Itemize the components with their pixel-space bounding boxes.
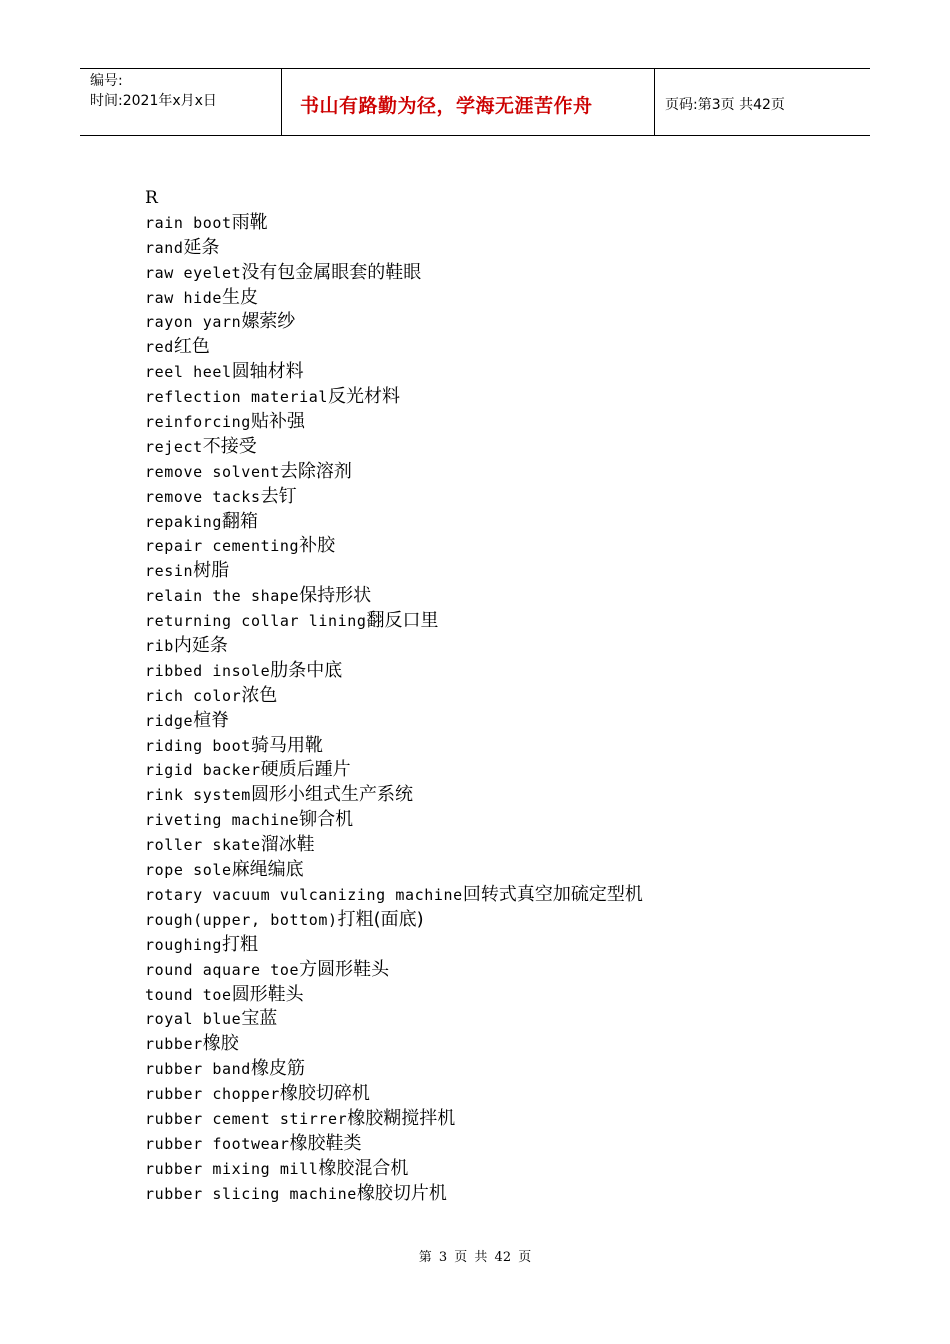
- entry-english-term: repair cementing: [145, 537, 300, 556]
- entry-chinese-term: 硬质后踵片: [260, 759, 351, 781]
- entry-english-term: rough(upper, bottom): [145, 910, 338, 929]
- entry-chinese-term: 没有包金属眼套的鞋眼: [241, 261, 422, 283]
- glossary-entry: [145, 385, 865, 410]
- entry-english-term: roughing: [145, 935, 223, 954]
- glossary-entry: [145, 1032, 865, 1057]
- entry-chinese-term: 不接受: [202, 435, 257, 457]
- glossary-content: [145, 186, 865, 1207]
- entry-english-term: remove solvent: [145, 462, 280, 481]
- glossary-entry: [145, 211, 865, 236]
- entry-chinese-term: 圆形鞋头: [231, 983, 304, 1005]
- glossary-entry: [145, 286, 865, 311]
- glossary-entry: [145, 510, 865, 535]
- entry-english-term: rigid backer: [145, 761, 261, 780]
- header-motto: 书山有路勤为径，学海无涯苦作舟: [300, 95, 593, 117]
- entry-english-term: rope sole: [145, 861, 232, 880]
- glossary-entry: [145, 1082, 865, 1107]
- glossary-entry: [145, 709, 865, 734]
- entry-english-term: rayon yarn: [145, 313, 242, 332]
- entry-english-term: reject: [145, 437, 203, 456]
- glossary-entry: [145, 634, 865, 659]
- glossary-entry: [145, 758, 865, 783]
- entry-english-term: ridge: [145, 711, 194, 730]
- entry-chinese-term: 楦脊: [193, 709, 230, 731]
- entry-english-term: reflection material: [145, 388, 328, 407]
- entry-english-term: rubber: [145, 1035, 203, 1054]
- entry-chinese-term: 补胶: [299, 535, 336, 557]
- entry-english-term: rubber chopper: [145, 1085, 280, 1104]
- entry-english-term: rotary vacuum vulcanizing machine: [145, 885, 463, 904]
- glossary-entry: [145, 908, 865, 933]
- header-page-info: 页码:第3页 共42页: [665, 97, 785, 113]
- entry-chinese-term: 保持形状: [299, 585, 372, 607]
- glossary-entry: [145, 460, 865, 485]
- document-time-label: 时间:2021年x月x日: [90, 93, 217, 109]
- entry-english-term: rain boot: [145, 213, 232, 232]
- entry-english-term: round aquare toe: [145, 960, 300, 979]
- entry-english-term: royal blue: [145, 1010, 242, 1029]
- glossary-entry: [145, 534, 865, 559]
- entry-english-term: rubber footwear: [145, 1134, 290, 1153]
- entry-chinese-term: 翻箱: [222, 510, 259, 532]
- glossary-entry: [145, 1157, 865, 1182]
- entry-english-term: red: [145, 338, 174, 357]
- entry-english-term: returning collar lining: [145, 612, 367, 631]
- glossary-entry: [145, 360, 865, 385]
- entry-english-term: rand: [145, 238, 184, 257]
- entry-english-term: rubber mixing mill: [145, 1159, 319, 1178]
- entry-chinese-term: 橡胶鞋类: [289, 1132, 362, 1154]
- entry-chinese-term: 铆合机: [299, 809, 354, 831]
- entry-chinese-term: 溜冰鞋: [260, 834, 315, 856]
- glossary-entry: [145, 261, 865, 286]
- entry-chinese-term: 橡胶: [202, 1033, 239, 1055]
- entry-english-term: resin: [145, 562, 194, 581]
- entry-english-term: repaking: [145, 512, 223, 531]
- entry-chinese-term: 延条: [183, 236, 220, 258]
- entry-english-term: riding boot: [145, 736, 251, 755]
- entry-english-term: rink system: [145, 786, 251, 805]
- section-letter: R: [145, 188, 158, 208]
- entry-english-term: rib: [145, 637, 174, 656]
- document-number-label: 编号:: [90, 73, 123, 89]
- entry-english-term: rubber band: [145, 1060, 251, 1079]
- entry-chinese-term: 去钉: [260, 485, 297, 507]
- entry-english-term: riveting machine: [145, 811, 300, 830]
- glossary-entry: [145, 983, 865, 1008]
- glossary-entry: [145, 310, 865, 335]
- entry-english-term: rubber slicing machine: [145, 1184, 357, 1203]
- entry-chinese-term: 嫘萦纱: [241, 311, 296, 333]
- glossary-entry: [145, 783, 865, 808]
- entry-chinese-term: 肋条中底: [270, 659, 343, 681]
- glossary-entry: [145, 734, 865, 759]
- entry-english-term: relain the shape: [145, 587, 300, 606]
- entry-english-term: rubber cement stirrer: [145, 1109, 348, 1128]
- glossary-entry: [145, 883, 865, 908]
- header-meta-cell: [80, 69, 282, 135]
- entry-chinese-term: 橡胶混合机: [318, 1157, 409, 1179]
- header-page-cell: [655, 69, 870, 135]
- entry-chinese-term: 翻反口里: [366, 610, 439, 632]
- entry-chinese-term: 生皮: [222, 286, 259, 308]
- entry-chinese-term: 贴补强: [250, 411, 305, 433]
- entry-english-term: reel heel: [145, 363, 232, 382]
- entry-chinese-term: 浓色: [241, 684, 278, 706]
- entry-chinese-term: 去除溶剂: [279, 460, 352, 482]
- entry-chinese-term: 橡胶切碎机: [279, 1083, 370, 1105]
- entry-chinese-term: 圆轴材料: [231, 361, 304, 383]
- entry-chinese-term: 橡胶糊搅拌机: [347, 1107, 456, 1129]
- entry-chinese-term: 打粗(面底): [337, 908, 424, 930]
- entry-chinese-term: 麻绳编底: [231, 859, 304, 881]
- entry-english-term: raw eyelet: [145, 263, 242, 282]
- page-footer: 第 3 页 共 42 页: [418, 1250, 532, 1265]
- glossary-entry: [145, 659, 865, 684]
- glossary-entry: [145, 933, 865, 958]
- entry-english-term: rich color: [145, 686, 242, 705]
- glossary-entry: [145, 410, 865, 435]
- entry-english-term: tound toe: [145, 985, 232, 1004]
- entry-chinese-term: 打粗: [222, 933, 259, 955]
- entry-chinese-term: 方圆形鞋头: [299, 958, 390, 980]
- glossary-entry: [145, 1107, 865, 1132]
- glossary-entry: [145, 335, 865, 360]
- glossary-entry: [145, 584, 865, 609]
- glossary-entry: [145, 435, 865, 460]
- entry-english-term: raw hide: [145, 288, 223, 307]
- glossary-entry: [145, 1132, 865, 1157]
- glossary-entry: [145, 808, 865, 833]
- glossary-entry: [145, 559, 865, 584]
- entry-chinese-term: 雨靴: [231, 211, 268, 233]
- entry-english-term: ribbed insole: [145, 661, 271, 680]
- entry-chinese-term: 圆形小组式生产系统: [250, 784, 413, 806]
- glossary-entry: [145, 833, 865, 858]
- glossary-entry: [145, 609, 865, 634]
- entry-english-term: remove tacks: [145, 487, 261, 506]
- entry-english-term: reinforcing: [145, 413, 251, 432]
- header-motto-cell: [282, 69, 655, 135]
- glossary-list: [145, 211, 865, 1207]
- entry-chinese-term: 内延条: [173, 635, 228, 657]
- entry-chinese-term: 红色: [173, 336, 210, 358]
- entry-chinese-term: 橡皮筋: [250, 1058, 305, 1080]
- glossary-entry: [145, 1007, 865, 1032]
- glossary-entry: [145, 684, 865, 709]
- glossary-entry: [145, 958, 865, 983]
- glossary-entry: [145, 236, 865, 261]
- entry-chinese-term: 骑马用靴: [250, 734, 323, 756]
- glossary-entry: [145, 485, 865, 510]
- entry-chinese-term: 宝蓝: [241, 1008, 278, 1030]
- entry-chinese-term: 树脂: [193, 560, 230, 582]
- glossary-entry: [145, 1057, 865, 1082]
- entry-chinese-term: 反光材料: [327, 386, 400, 408]
- entry-chinese-term: 回转式真空加硫定型机: [462, 883, 643, 905]
- glossary-entry: [145, 858, 865, 883]
- entry-chinese-term: 橡胶切片机: [356, 1182, 447, 1204]
- entry-english-term: roller skate: [145, 836, 261, 855]
- glossary-entry: [145, 1182, 865, 1207]
- page-header: [80, 68, 870, 136]
